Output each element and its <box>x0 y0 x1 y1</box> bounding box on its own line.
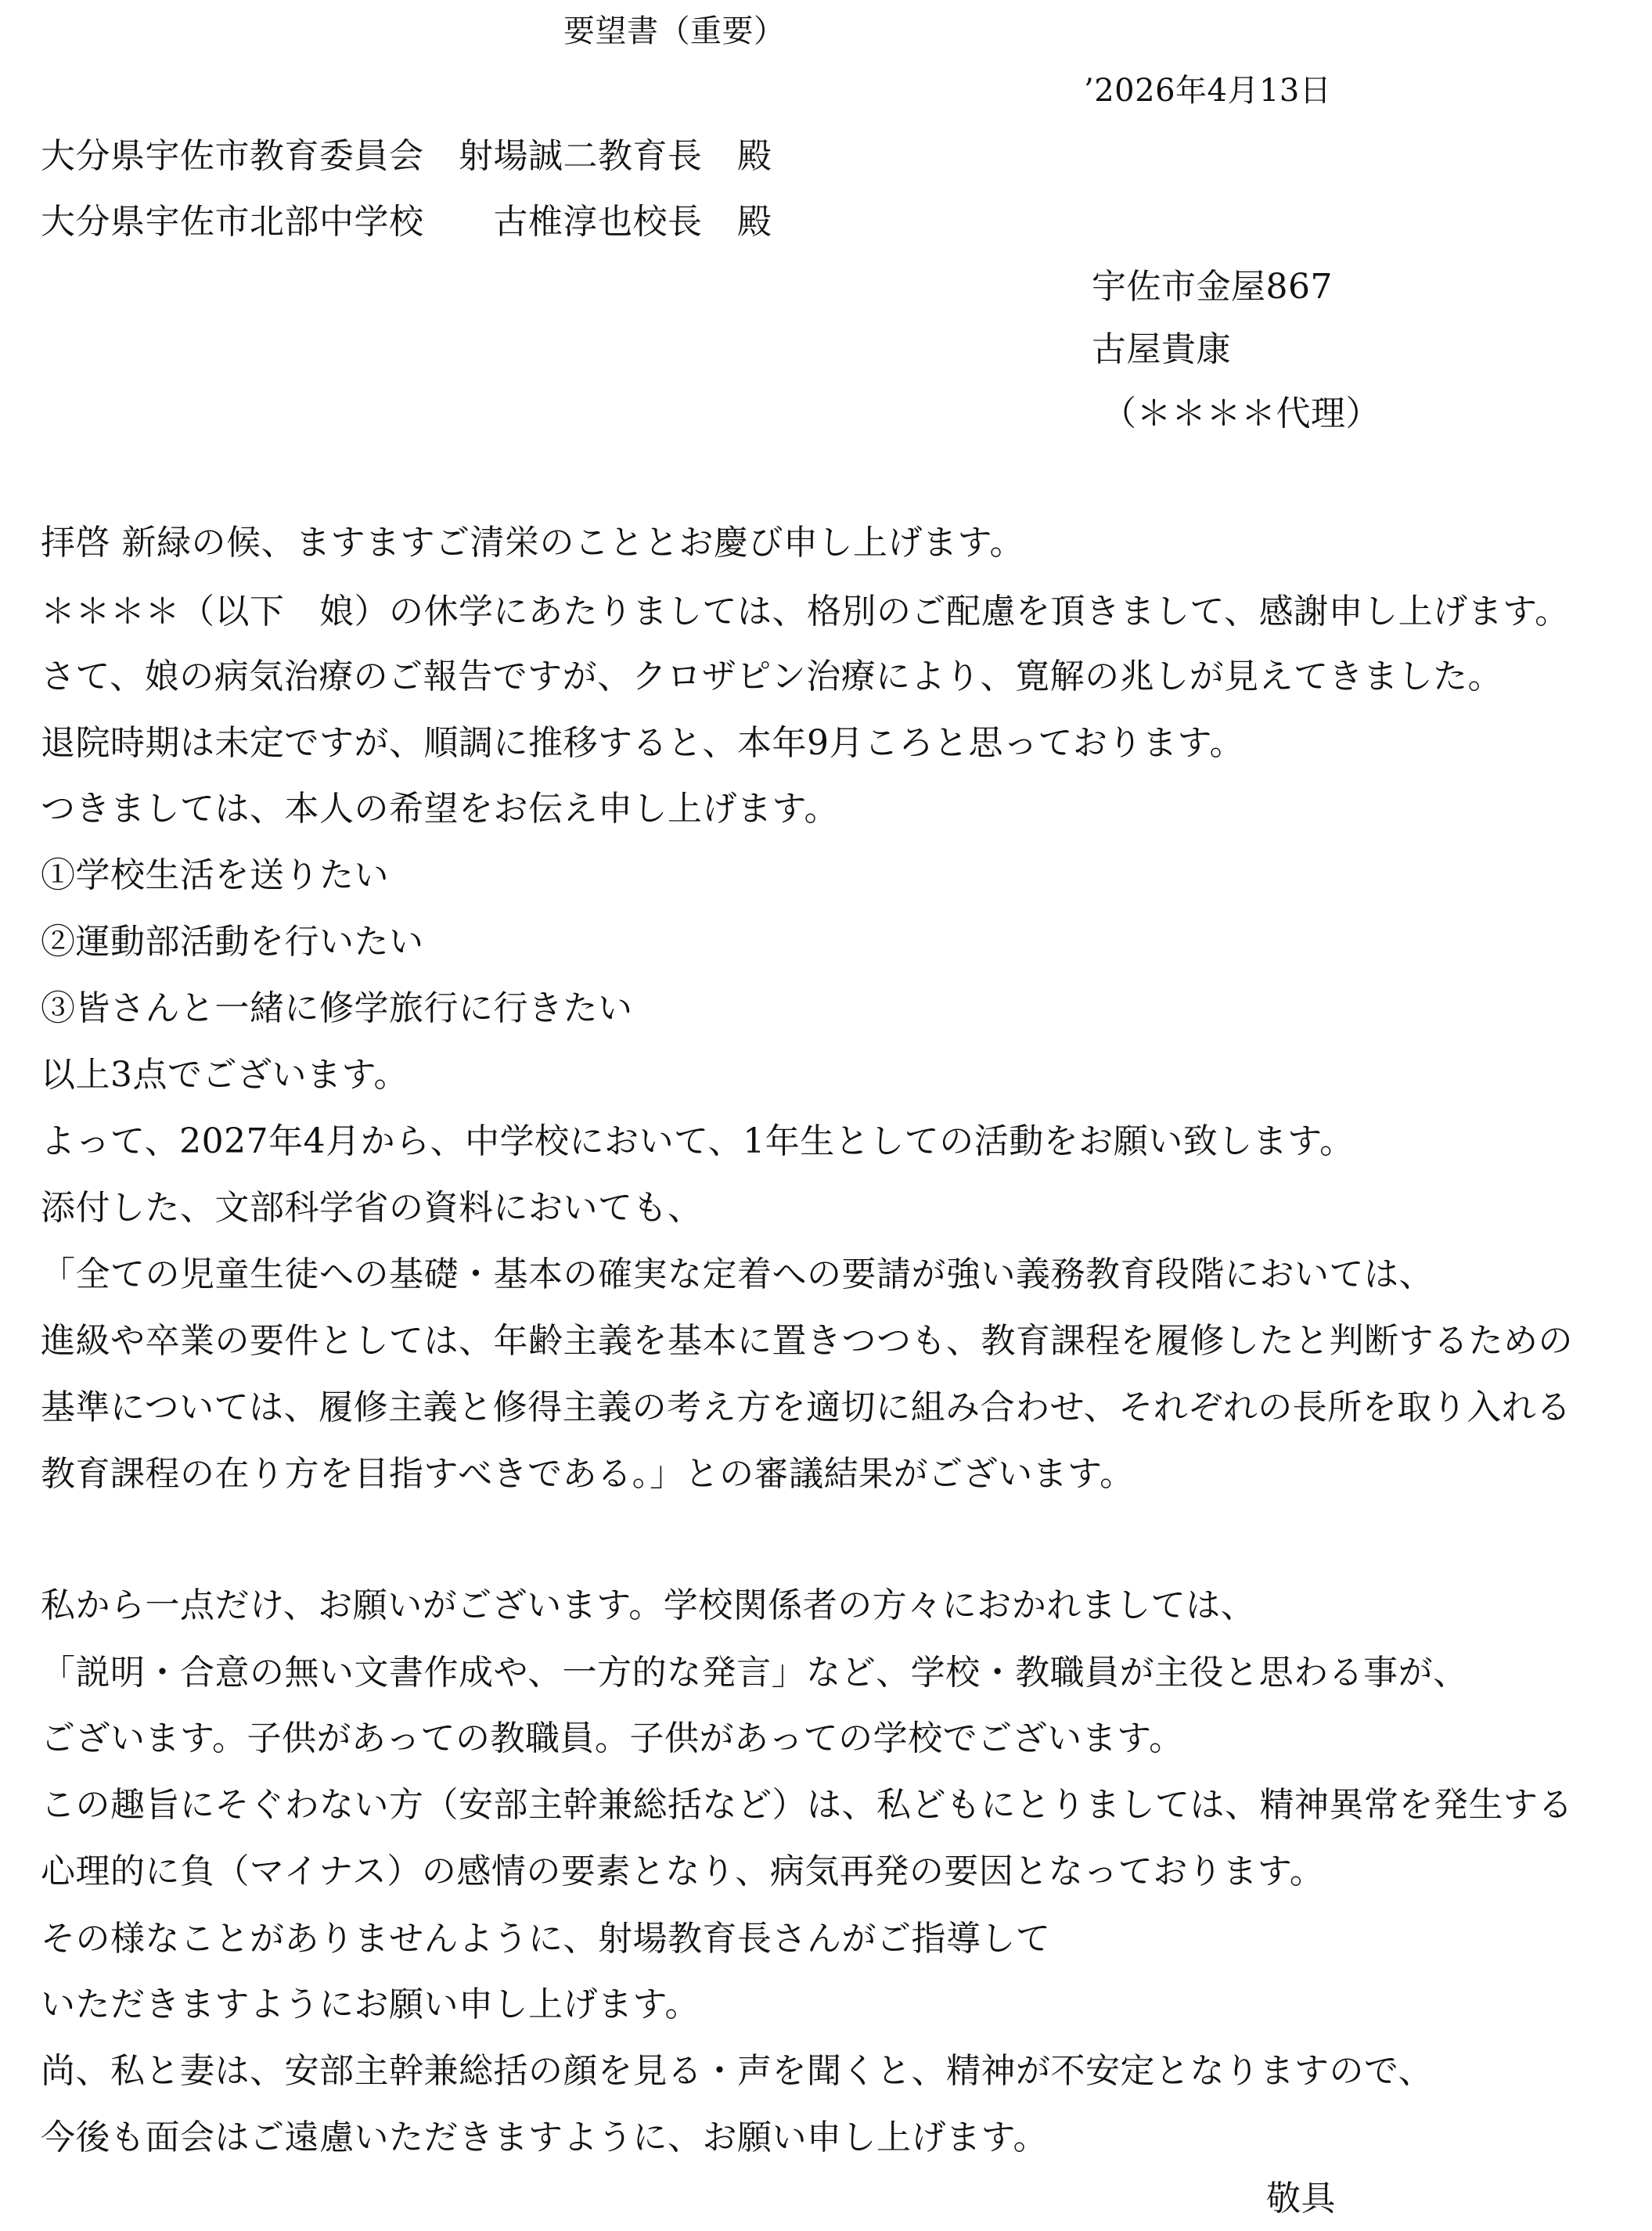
body-line: その様なことがありませんように、射場教育長さんがご指導して <box>41 1919 1051 1959</box>
body-line: 心理的に負（マイナス）の感情の要素となり、病気再発の要因となっております。 <box>41 1851 1325 1891</box>
document-date: ’2026年4月13日 <box>1084 73 1332 109</box>
quote-line: 「全ての児童生徒への基礎・基本の確実な定着への要請が強い義務教育段階においては、 <box>41 1254 1434 1294</box>
body-line: 「説明・合意の無い文書作成や、一方的な発言」など、学校・教職員が主役と思わる事が、 <box>41 1653 1468 1693</box>
quote-line: 教育課程の在り方を目指すべきである。」との審議結果がございます。 <box>41 1454 1135 1494</box>
body-line: いただきますようにお願い申し上げます。 <box>41 1985 700 2024</box>
body-line: ＊＊＊＊（以下 娘）の休学にあたりましては、格別のご配慮を頂きまして、感謝申し上げます。 <box>41 592 1570 632</box>
body-line: 今後も面会はご遠慮いただきますように、お願い申し上げます。 <box>41 2118 1048 2157</box>
recipient-line: 大分県宇佐市北部中学校 古椎淳也校長 殿 <box>41 202 772 242</box>
document-title: 要望書（重要） <box>563 13 786 49</box>
sender-address: 宇佐市金屋867 <box>1092 267 1333 307</box>
body-line: 退院時期は未定ですが、順調に推移すると、本年9月ころと思っております。 <box>41 723 1244 763</box>
body-line: 以上3点でございます。 <box>41 1055 409 1095</box>
closing: 敬具 <box>1266 2179 1336 2218</box>
sender-role: （＊＊＊＊代理） <box>1102 394 1380 434</box>
sender-name: 古屋貴康 <box>1092 329 1231 369</box>
recipient-line: 大分県宇佐市教育委員会 射場誠二教育長 殿 <box>41 136 772 176</box>
wish-item: ③皆さんと一緒に修学旅行に行きたい <box>41 988 633 1028</box>
body-line: さて、娘の病気治療のご報告ですが、クロザピン治療により、寛解の兆しが見えてきました。 <box>41 657 1503 696</box>
body-line: つきましては、本人の希望をお伝え申し上げます。 <box>41 789 839 829</box>
quote-line: 進級や卒業の要件としては、年齢主義を基本に置きつつも、教育課程を履修したと判断するための <box>41 1321 1573 1361</box>
body-line: 尚、私と妻は、安部主幹兼総括の顔を見る・声を聞くと、精神が不安定となりますので、 <box>41 2051 1434 2091</box>
quote-line: 基準については、履修主義と修得主義の考え方を適切に組み合わせ、それぞれの長所を取り入れる <box>41 1387 1571 1427</box>
body-line: 拝啓 新緑の候、ますますご清栄のこととお慶び申し上げます。 <box>41 523 1024 563</box>
body-line: 私から一点だけ、お願いがございます。学校関係者の方々におかれましては、 <box>41 1585 1256 1625</box>
wish-item: ②運動部活動を行いたい <box>41 922 424 962</box>
body-line: よって、2027年4月から、中学校において、1年生としての活動をお願い致します。 <box>41 1121 1355 1161</box>
wish-item: ①学校生活を送りたい <box>41 855 389 895</box>
body-line: 添付した、文部科学省の資料においても、 <box>41 1188 703 1228</box>
body-line: この趣旨にそぐわない方（安部主幹兼総括など）は、私どもにとりましては、精神異常を発生する <box>41 1785 1573 1825</box>
body-line: ございます。子供があっての教職員。子供があっての学校でございます。 <box>41 1718 1184 1758</box>
